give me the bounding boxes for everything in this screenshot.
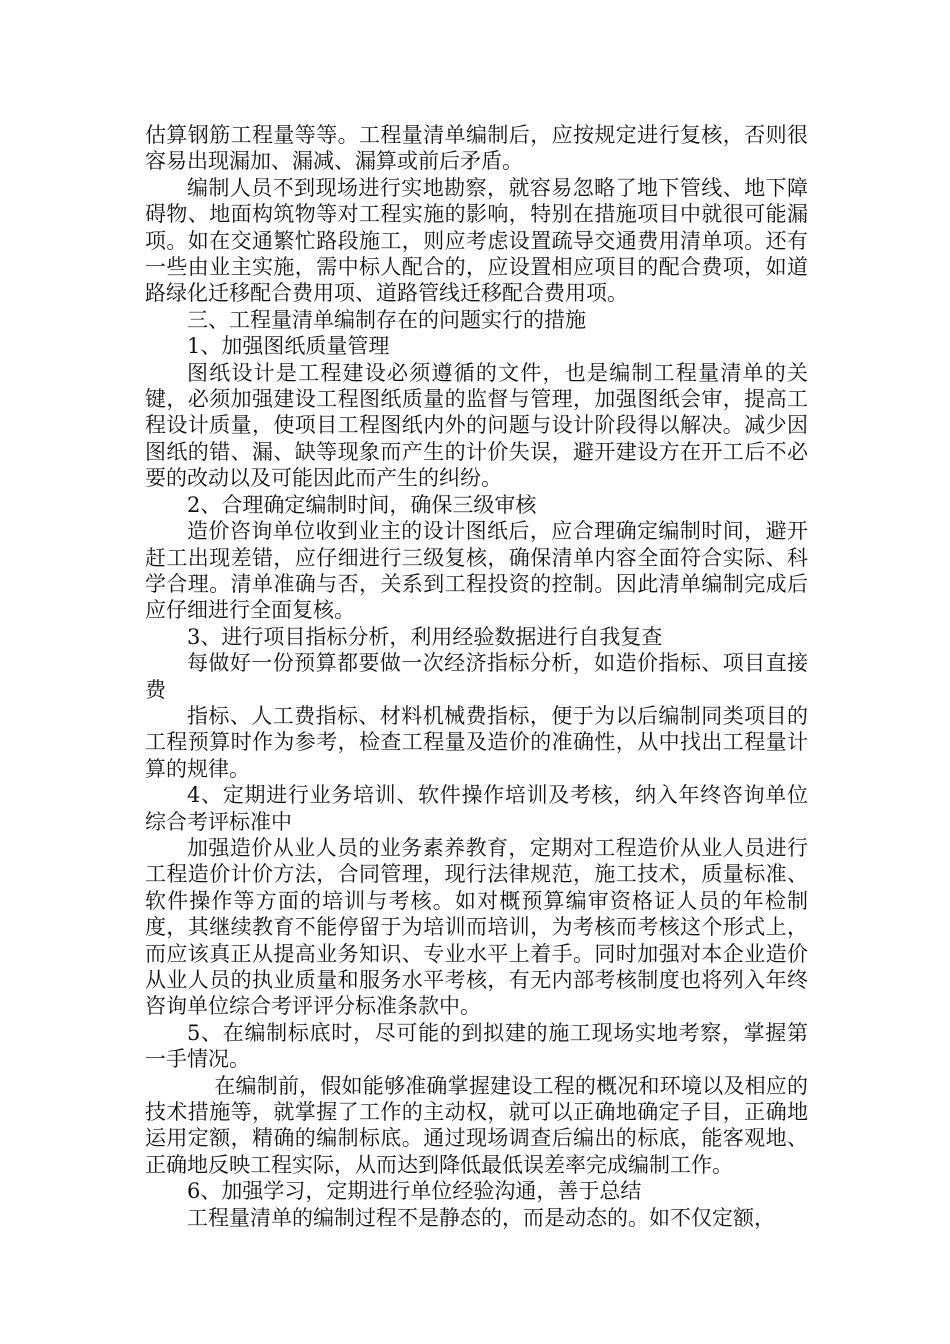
paragraph-learning: 工程量清单的编制过程不是静态的，而是动态的。如不仅定额， [187,1205,775,1230]
paragraph-indicator-analysis-a: 每做好一份预算都要做一次经济指标分析，如造价指标、项目直接费 [145,651,808,702]
subheading-training: 4、定期进行业务培训、软件操作培训及考核，纳入年终咨询单位综合考评标准中 [145,783,808,834]
document-body [145,122,808,1231]
paragraph-drawing-quality: 图纸设计是工程建设必须遵循的文件，也是编制工程量清单的关键，必须加强建设工程图纸质量的监督与管理，加强图纸会审，提高工程设计质量，使项目工程图纸内外的问题与设计阶段得以解决。减少因图纸的错、漏、缺等现象而产生的计价失误，避开建设方在开工后不必要的改动以及可能因此而产生的纠纷。 [145,360,808,491]
subheading-drawing-quality: 1、加强图纸质量管理 [187,334,390,359]
subheading-site-inspection: 5、在编制标底时，尽可能的到拟建的施工现场实地考察，掌握第一手情况。 [145,1020,808,1072]
paragraph-site-survey: 编制人员不到现场进行实地勘察，就容易忽略了地下管线、地下障碍物、地面构筑物等对工程实施的影响，特别在措施项目中就很可能漏项。如在交通繁忙路段施工，则应考虑设置疏导交通费用清单项。还有一些由业主实施，需中标人配合的，应设置相应项目的配合费项，如道路绿化迁移配合费用项、道路管线迁移配合费用项。 [145,175,808,306]
subheading-learning: 6、加强学习，定期进行单位经验沟通，善于总结 [187,1179,642,1204]
paragraph-indicator-analysis-b: 指标、人工费指标、材料机械费指标，便于为以后编制同类项目的工程预算时作为参考，检查工程量及造价的准确性，从中找出工程量计算的规律。 [145,703,808,781]
paragraph-training: 加强造价从业人员的业务素养教育，定期对工程造价从业人员进行工程造价计价方法，合同管理，现行法律规范，施工技术，质量标准、软件操作等方面的培训与考核。如对概预算编审资格证人员的年检制度，其继续教育不能停留于为培训而培训，为考核而考核这个形式上，而应该真正从提高业务知识、专业水平上着手。同时加强对本企业造价从业人员的执业质量和服务水平考核，有无内部考核制度也将列入年终咨询单位综合考评评分标准条款中。 [145,835,808,1019]
subheading-indicator-analysis: 3、进行项目指标分析，利用经验数据进行自我复查 [187,624,663,649]
paragraph-compile-time: 造价咨询单位收到业主的设计图纸后，应合理确定编制时间，避开赶工出现差错，应仔细进行三级复核，确保清单内容全面符合实际、科学合理。清单准确与否，关系到工程投资的控制。因此清单编制完成后应仔细进行全面复核。 [145,519,808,623]
paragraph-site-inspection: 在编制前，假如能够准确掌握建设工程的概况和环境以及相应的技术措施等，就掌握了工作的主动权，就可以正确地确定子目，正确地运用定额，精确的编制标底。通过现场调查后编出的标底，能客观地、正确地反映工程实际，从而达到降低最低误差率完成编制工作。 [145,1073,808,1177]
section-heading-measures: 三、工程量清单编制存在的问题实行的措施 [187,307,586,332]
subheading-compile-time: 2、合理确定编制时间，确保三级审核 [187,492,537,517]
paragraph-continuation: 估算钢筋工程量等等。工程量清单编制后，应按规定进行复核，否则很容易出现漏加、漏减、漏算或前后矛盾。 [145,123,808,174]
